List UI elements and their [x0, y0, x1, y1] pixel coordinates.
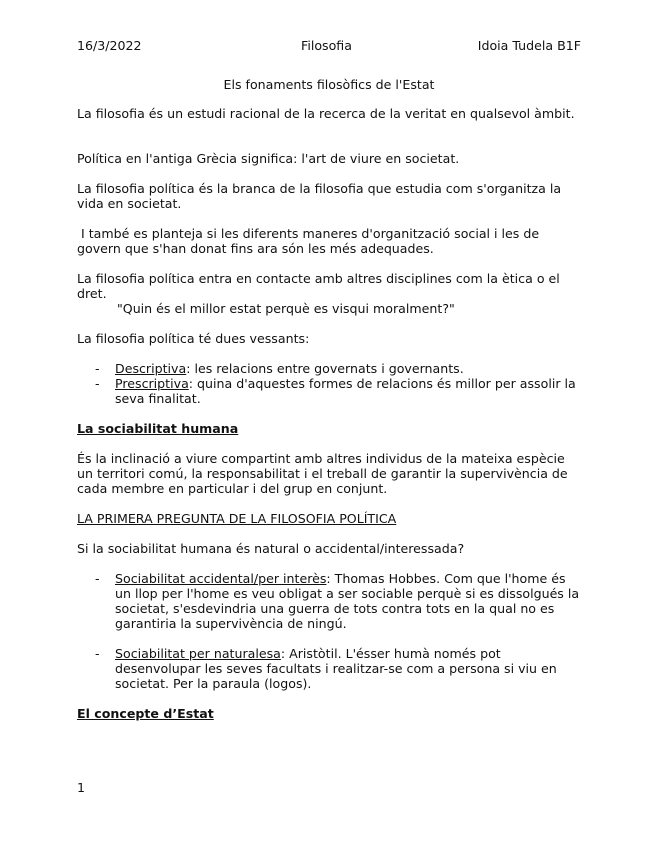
page-header: [77, 38, 581, 54]
quote-millor-estat: "Quin és el millor estat perquè es visqui moralment?": [117, 301, 455, 316]
list-item-sociabilitat-accidental: [77, 571, 581, 631]
paragraph-sociabilitat: És la inclinació a viure compartint amb altres individus de la mateixa espècie un territori comú, la responsabilitat i el treball de garantir la supervivència de cada membre en particular i del grup en conjunt.: [77, 451, 568, 496]
heading-concepte-estat: El concepte d’Estat: [77, 706, 214, 721]
document-title: Els fonaments filosòfics de l'Estat: [223, 77, 435, 92]
paragraph-disciplines: La filosofia política entra en contacte amb altres disciplines com la ètica o el dret.: [77, 271, 560, 301]
term-sociabilitat-accidental: Sociabilitat accidental/per interès: [115, 571, 327, 586]
header-author: Idoia Tudela B1F: [477, 38, 581, 53]
header-subject: Filosofia: [301, 38, 352, 53]
page-number: 1: [77, 780, 86, 795]
term-descriptiva: Descriptiva: [115, 361, 187, 376]
bullet-dash: -: [95, 571, 100, 586]
paragraph-pregunta: Si la sociabilitat humana és natural o accidental/interessada?: [77, 541, 465, 556]
text-prescriptiva: : quina d'aquestes formes de relacions és millor per assolir la seva finalitat.: [115, 376, 576, 406]
header-date: 16/3/2022: [77, 38, 142, 53]
text-sociabilitat-natural: : Aristòtil. L'ésser humà només pot desenvolupar les seves facultats i realitzar-se com a persona si viu en societat. Per la paraula (logos).: [115, 646, 557, 691]
paragraph-definition: La filosofia és un estudi racional de la recerca de la veritat en qualsevol àmbit.: [77, 106, 575, 121]
text-sociabilitat-accidental: : Thomas Hobbes. Com que l'home és un llop per l'home es veu obligat a ser sociable perquè si es dissolgués la societat, s'esdevindria una guerra de tots contra tots en la qual no es garantiria la supervivència de ningú.: [115, 571, 580, 631]
heading-sociabilitat-humana: La sociabilitat humana: [77, 421, 239, 436]
subheading-primera-pregunta: LA PRIMERA PREGUNTA DE LA FILOSOFIA POLÍTICA: [77, 511, 397, 526]
paragraph-filosofia-politica: La filosofia política és la branca de la filosofia que estudia com s'organitza la vida en societat.: [77, 181, 562, 211]
paragraph-vessants: La filosofia política té dues vessants:: [77, 331, 310, 346]
paragraph-politica: Política en l'antiga Grècia significa: l'art de viure en societat.: [77, 151, 460, 166]
bullet-dash: -: [95, 361, 100, 376]
bullet-dash: -: [95, 646, 100, 661]
list-item-prescriptiva: [77, 376, 581, 406]
paragraph-planteja: I també es planteja si les diferents maneres d'organització social i les de govern que s'han donat fins ara són les més adequades.: [77, 226, 544, 256]
term-prescriptiva: Prescriptiva: [115, 376, 189, 391]
term-sociabilitat-natural: Sociabilitat per naturalesa: [115, 646, 281, 661]
text-descriptiva: : les relacions entre governats i governants.: [186, 361, 464, 376]
list-item-descriptiva: [77, 361, 581, 376]
list-item-sociabilitat-natural: [77, 646, 581, 691]
bullet-dash: -: [95, 376, 100, 391]
